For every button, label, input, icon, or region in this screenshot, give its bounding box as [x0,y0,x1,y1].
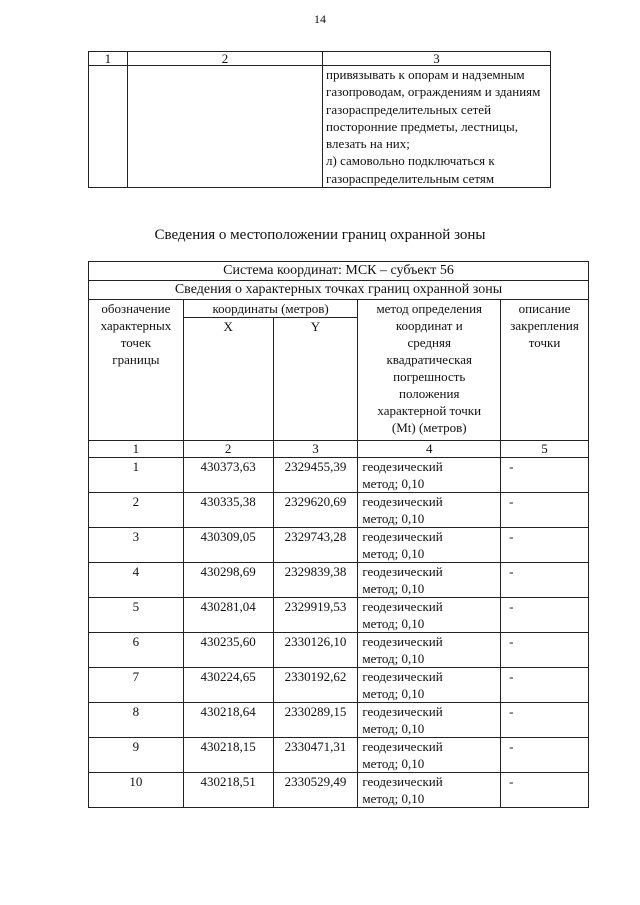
coordinate-y: 2330126,10 [273,633,358,668]
point-number: 10 [89,773,184,808]
point-number: 7 [89,668,184,703]
text-line: влезать на них; [326,136,410,152]
table-row [89,668,589,703]
table-subtitle: Сведения о характерных точках границ охранной зоны [89,281,589,300]
coordinate-x: 430373,63 [183,458,273,493]
header-line: средняя [407,335,451,350]
coordinate-y: 2330289,15 [273,703,358,738]
coordinate-x: 430218,64 [183,703,273,738]
description-cell: - [501,493,589,528]
method-line: геодезический [362,704,443,719]
description-cell: - [501,738,589,773]
coordinate-x: 430309,05 [183,528,273,563]
column-number: 3 [273,441,358,458]
description-cell: - [501,598,589,633]
method-line: геодезический [362,739,443,754]
coordinate-x: 430235,60 [183,633,273,668]
column-number: 5 [501,441,589,458]
header-line: погрешность [393,369,466,384]
text-line: л) самовольно подключаться к [326,153,495,169]
coordinate-y: 2329919,53 [273,598,358,633]
coordinate-y: 2329839,38 [273,563,358,598]
description-cell: - [501,703,589,738]
table-row [89,598,589,633]
coordinate-x: 430335,38 [183,493,273,528]
text-line: газопроводам, ограждениям и зданиям [326,84,541,100]
method-line: геодезический [362,459,443,474]
header-line: границы [112,352,160,367]
coordinate-y: 2329743,28 [273,528,358,563]
method-line: метод; 0,10 [362,581,425,596]
coordinate-rows [89,458,589,808]
method-cell [358,563,501,598]
method-line: метод; 0,10 [362,616,425,631]
page-number: 14 [314,12,326,26]
coordinate-y: 2329455,39 [273,458,358,493]
point-number: 5 [89,598,184,633]
coordinates-table [88,261,589,808]
method-line: геодезический [362,774,443,789]
column-number: 1 [89,52,128,66]
point-number: 8 [89,703,184,738]
coordinate-x: 430298,69 [183,563,273,598]
method-line: геодезический [362,529,443,544]
point-number: 6 [89,633,184,668]
coordinate-y: 2329620,69 [273,493,358,528]
method-line: метод; 0,10 [362,476,425,491]
column-number: 3 [323,52,551,66]
table-row [89,703,589,738]
coordinate-x: 430281,04 [183,598,273,633]
header-line: координат и [395,318,463,333]
description-cell: - [501,528,589,563]
point-number: 1 [89,458,184,493]
header-line: точки [528,335,561,350]
section-title: Сведения о местоположении границ охранной зоны [154,227,486,243]
header-coordinates: координаты (метров) [183,300,358,318]
table-row [89,528,589,563]
header-line: (Mt) (метров) [391,420,467,435]
header-designation [89,300,184,441]
method-line: геодезический [362,599,443,614]
description-cell: - [501,633,589,668]
column-number: 2 [127,52,322,66]
method-cell [358,598,501,633]
prohibition-text [323,66,551,188]
method-line: геодезический [362,669,443,684]
method-cell [358,738,501,773]
method-line: метод; 0,10 [362,511,425,526]
point-number: 4 [89,563,184,598]
coordinate-y: 2330471,31 [273,738,358,773]
header-line: закрепления [510,318,579,333]
continuation-header-row [89,52,551,66]
table-row [89,458,589,493]
column-number-row [89,441,589,458]
method-line: метод; 0,10 [362,721,425,736]
header-x: X [183,318,273,441]
empty-cell [89,66,128,188]
method-line: геодезический [362,634,443,649]
header-line: положения [399,386,460,401]
table-row [89,738,589,773]
text-line: посторонние предметы, лестницы, [326,118,518,134]
description-cell: - [501,458,589,493]
header-line: квадратическая [386,352,472,367]
method-line: геодезический [362,494,443,509]
coordinate-x: 430218,15 [183,738,273,773]
method-line: метод; 0,10 [362,651,425,666]
method-cell [358,528,501,563]
header-line: обозначение [101,301,171,316]
method-cell [358,703,501,738]
point-number: 2 [89,493,184,528]
column-number: 2 [183,441,273,458]
header-line: точек [120,335,152,350]
method-cell [358,633,501,668]
description-cell: - [501,563,589,598]
coordinate-system: Система координат: МСК – субъект 56 [89,262,589,281]
header-description [501,300,589,441]
coordinate-y: 2330192,62 [273,668,358,703]
method-line: метод; 0,10 [362,791,425,806]
column-number: 1 [89,441,184,458]
header-line: описание [518,301,571,316]
method-cell [358,773,501,808]
coordinate-y: 2330529,49 [273,773,358,808]
method-cell [358,493,501,528]
method-line: метод; 0,10 [362,756,425,771]
header-method [358,300,501,441]
point-number: 9 [89,738,184,773]
method-line: метод; 0,10 [362,686,425,701]
method-line: метод; 0,10 [362,546,425,561]
coordinate-x: 430218,51 [183,773,273,808]
header-line: характерной точки [377,403,482,418]
column-number: 4 [358,441,501,458]
empty-cell [127,66,322,188]
header-line: метод определения [376,301,483,316]
text-line: газораспределительным сетям [326,170,495,186]
method-cell [358,668,501,703]
description-cell: - [501,773,589,808]
continuation-row [89,66,551,188]
continuation-table [88,51,551,188]
table-row [89,493,589,528]
header-line: характерных [100,318,172,333]
text-line: привязывать к опорам и надземным [326,67,525,82]
description-cell: - [501,668,589,703]
point-number: 3 [89,528,184,563]
table-row [89,633,589,668]
table-row [89,773,589,808]
text-line: газораспределительных сетей [326,101,492,117]
coordinate-x: 430224,65 [183,668,273,703]
method-line: геодезический [362,564,443,579]
header-y: Y [273,318,358,441]
method-cell [358,458,501,493]
table-row [89,563,589,598]
